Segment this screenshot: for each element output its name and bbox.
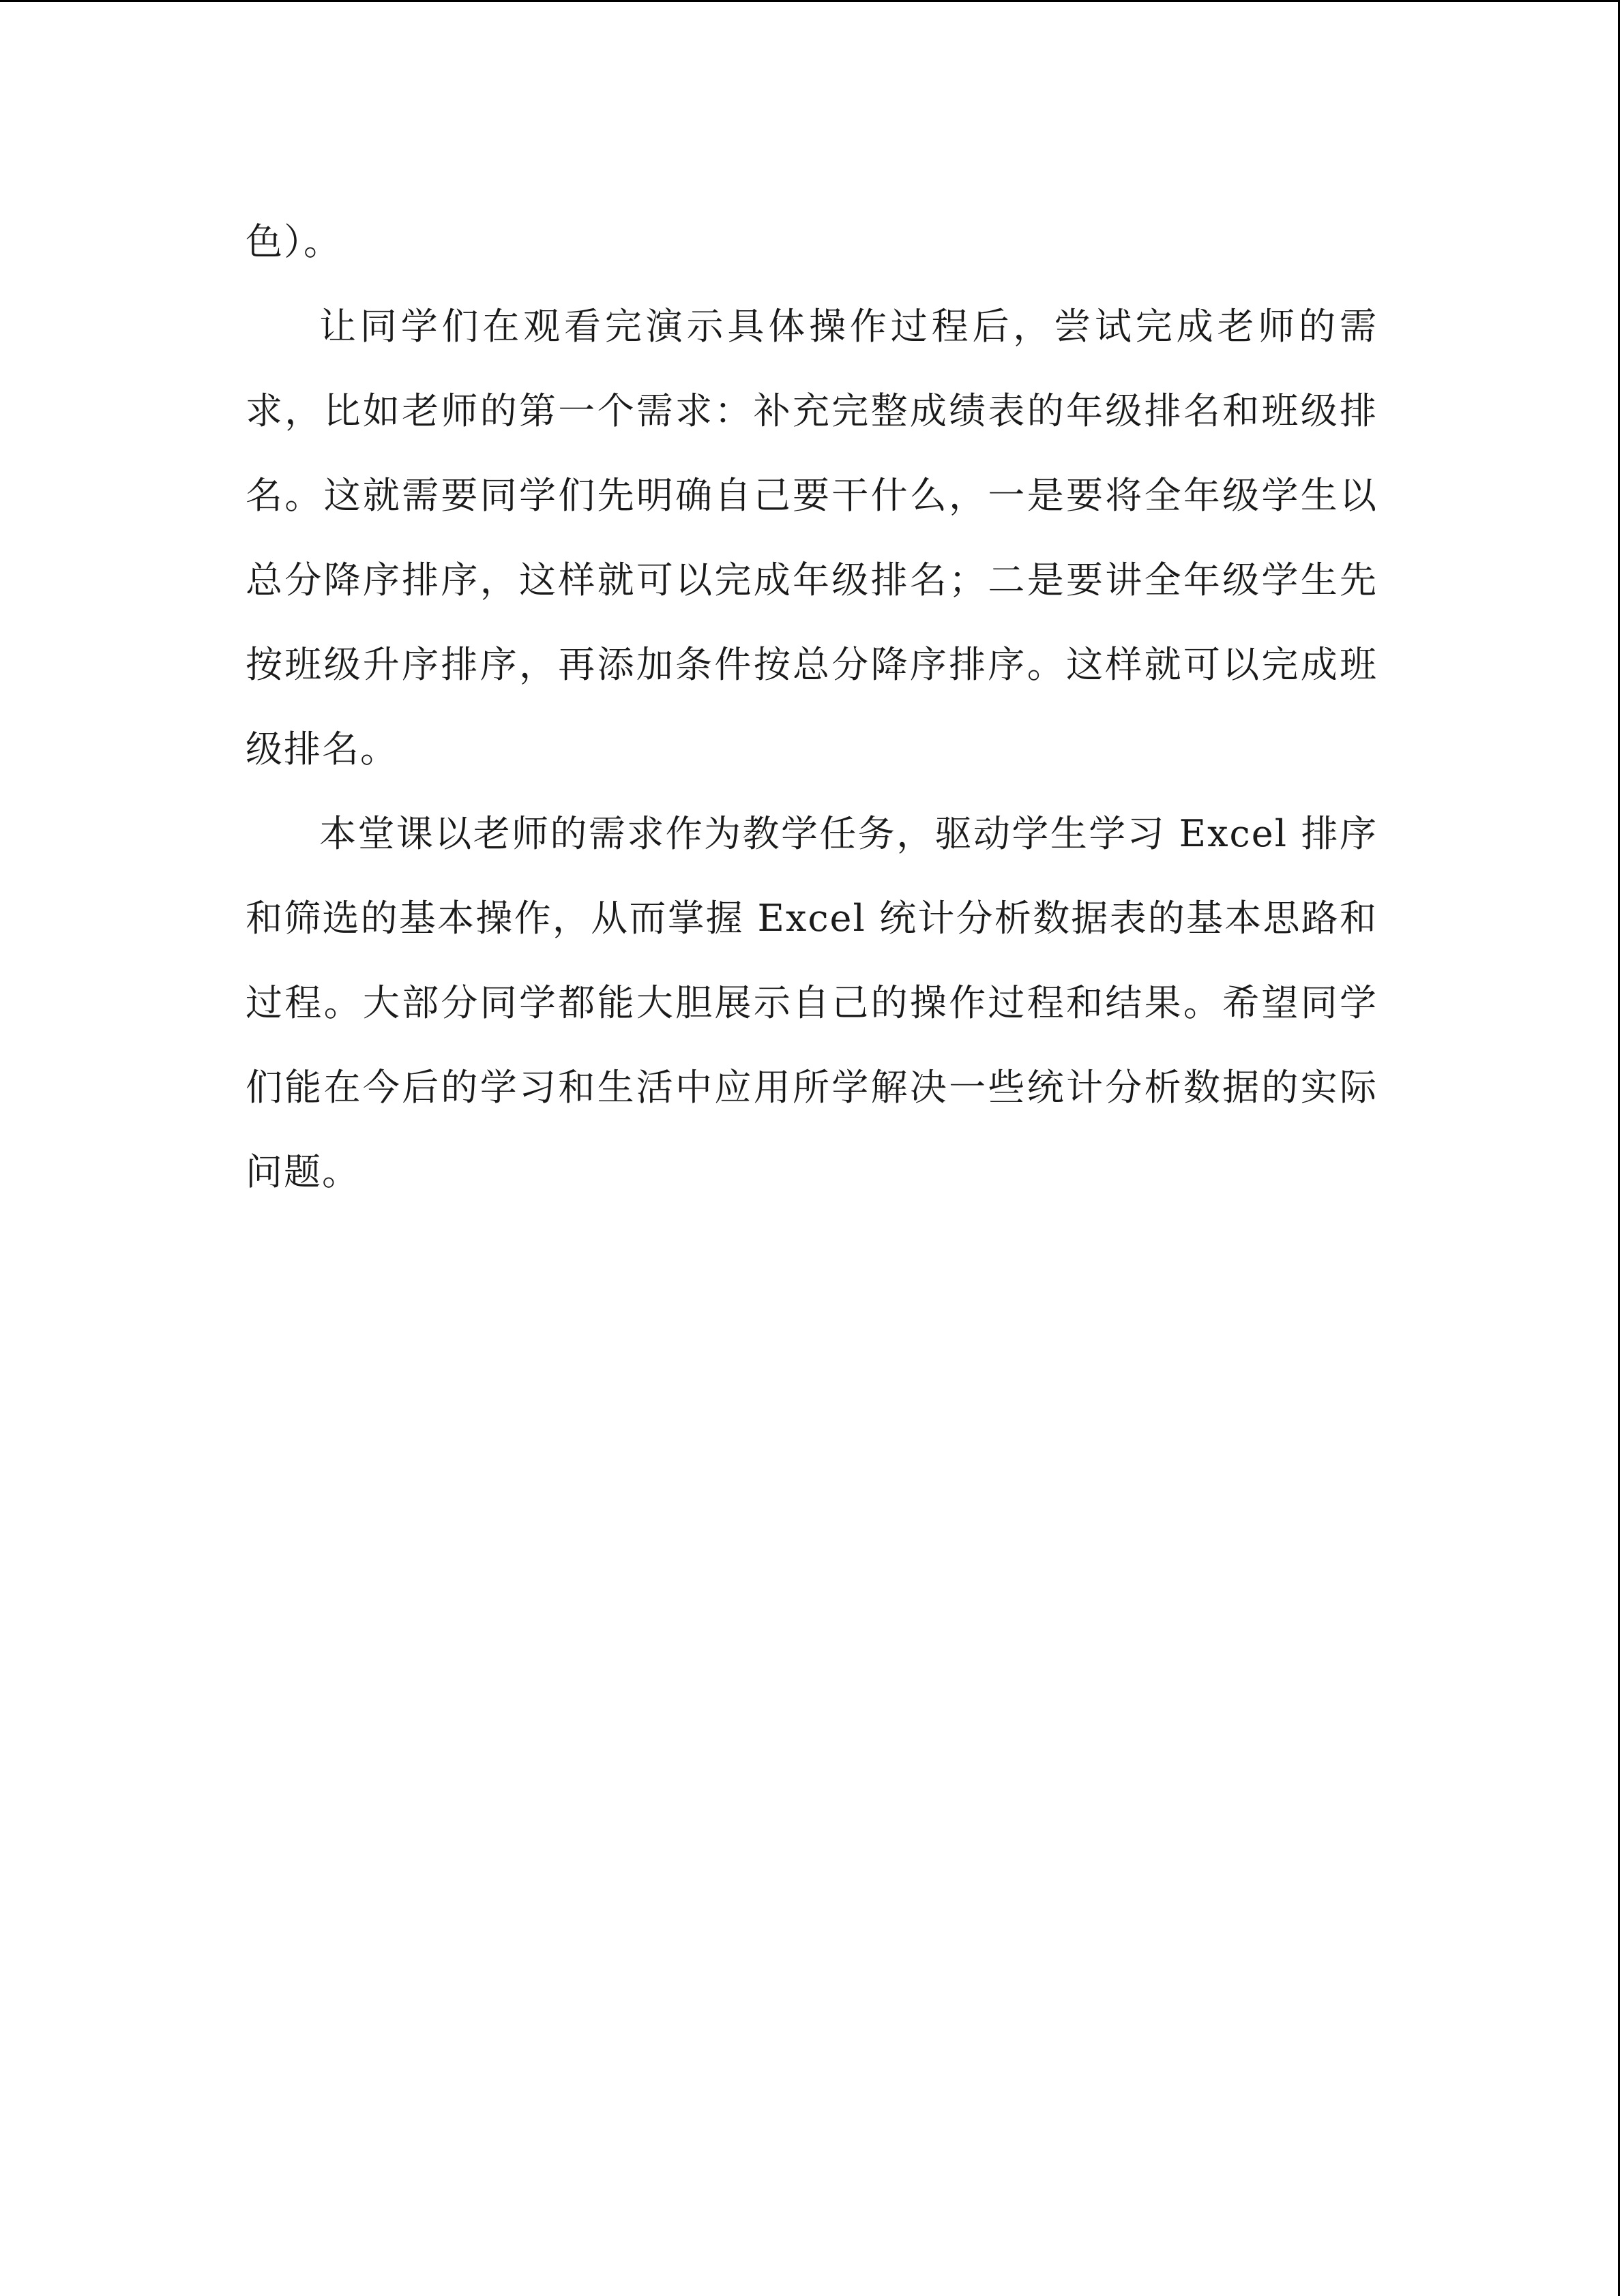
paragraph-lesson-summary: 本堂课以老师的需求作为教学任务，驱动学生学习 Excel 排序和筛选的基本操作，从而掌握 Excel 统计分析数据表的基本思路和过程。大部分同学都能大胆展示自己的操作过程和结果。希望同学们能在今后的学习和生活中应用所学解决一些统计分析数据的实际问题。 <box>246 812 1378 1193</box>
paragraph-student-practice: 让同学们在观看完演示具体操作过程后，尝试完成老师的需求，比如老师的第一个需求：补充完整成绩表的年级排名和班级排名。这就需要同学们先明确自己要干什么，一是要将全年级学生以总分降序排序，这样就可以完成年级排名；二是要讲全年级学生先按班级升序排序，再添加条件按总分降序排序。这样就可以完成班级排名。 <box>246 305 1378 771</box>
document-body <box>246 200 1378 1214</box>
paragraph-continuation: 色）。 <box>246 220 342 263</box>
